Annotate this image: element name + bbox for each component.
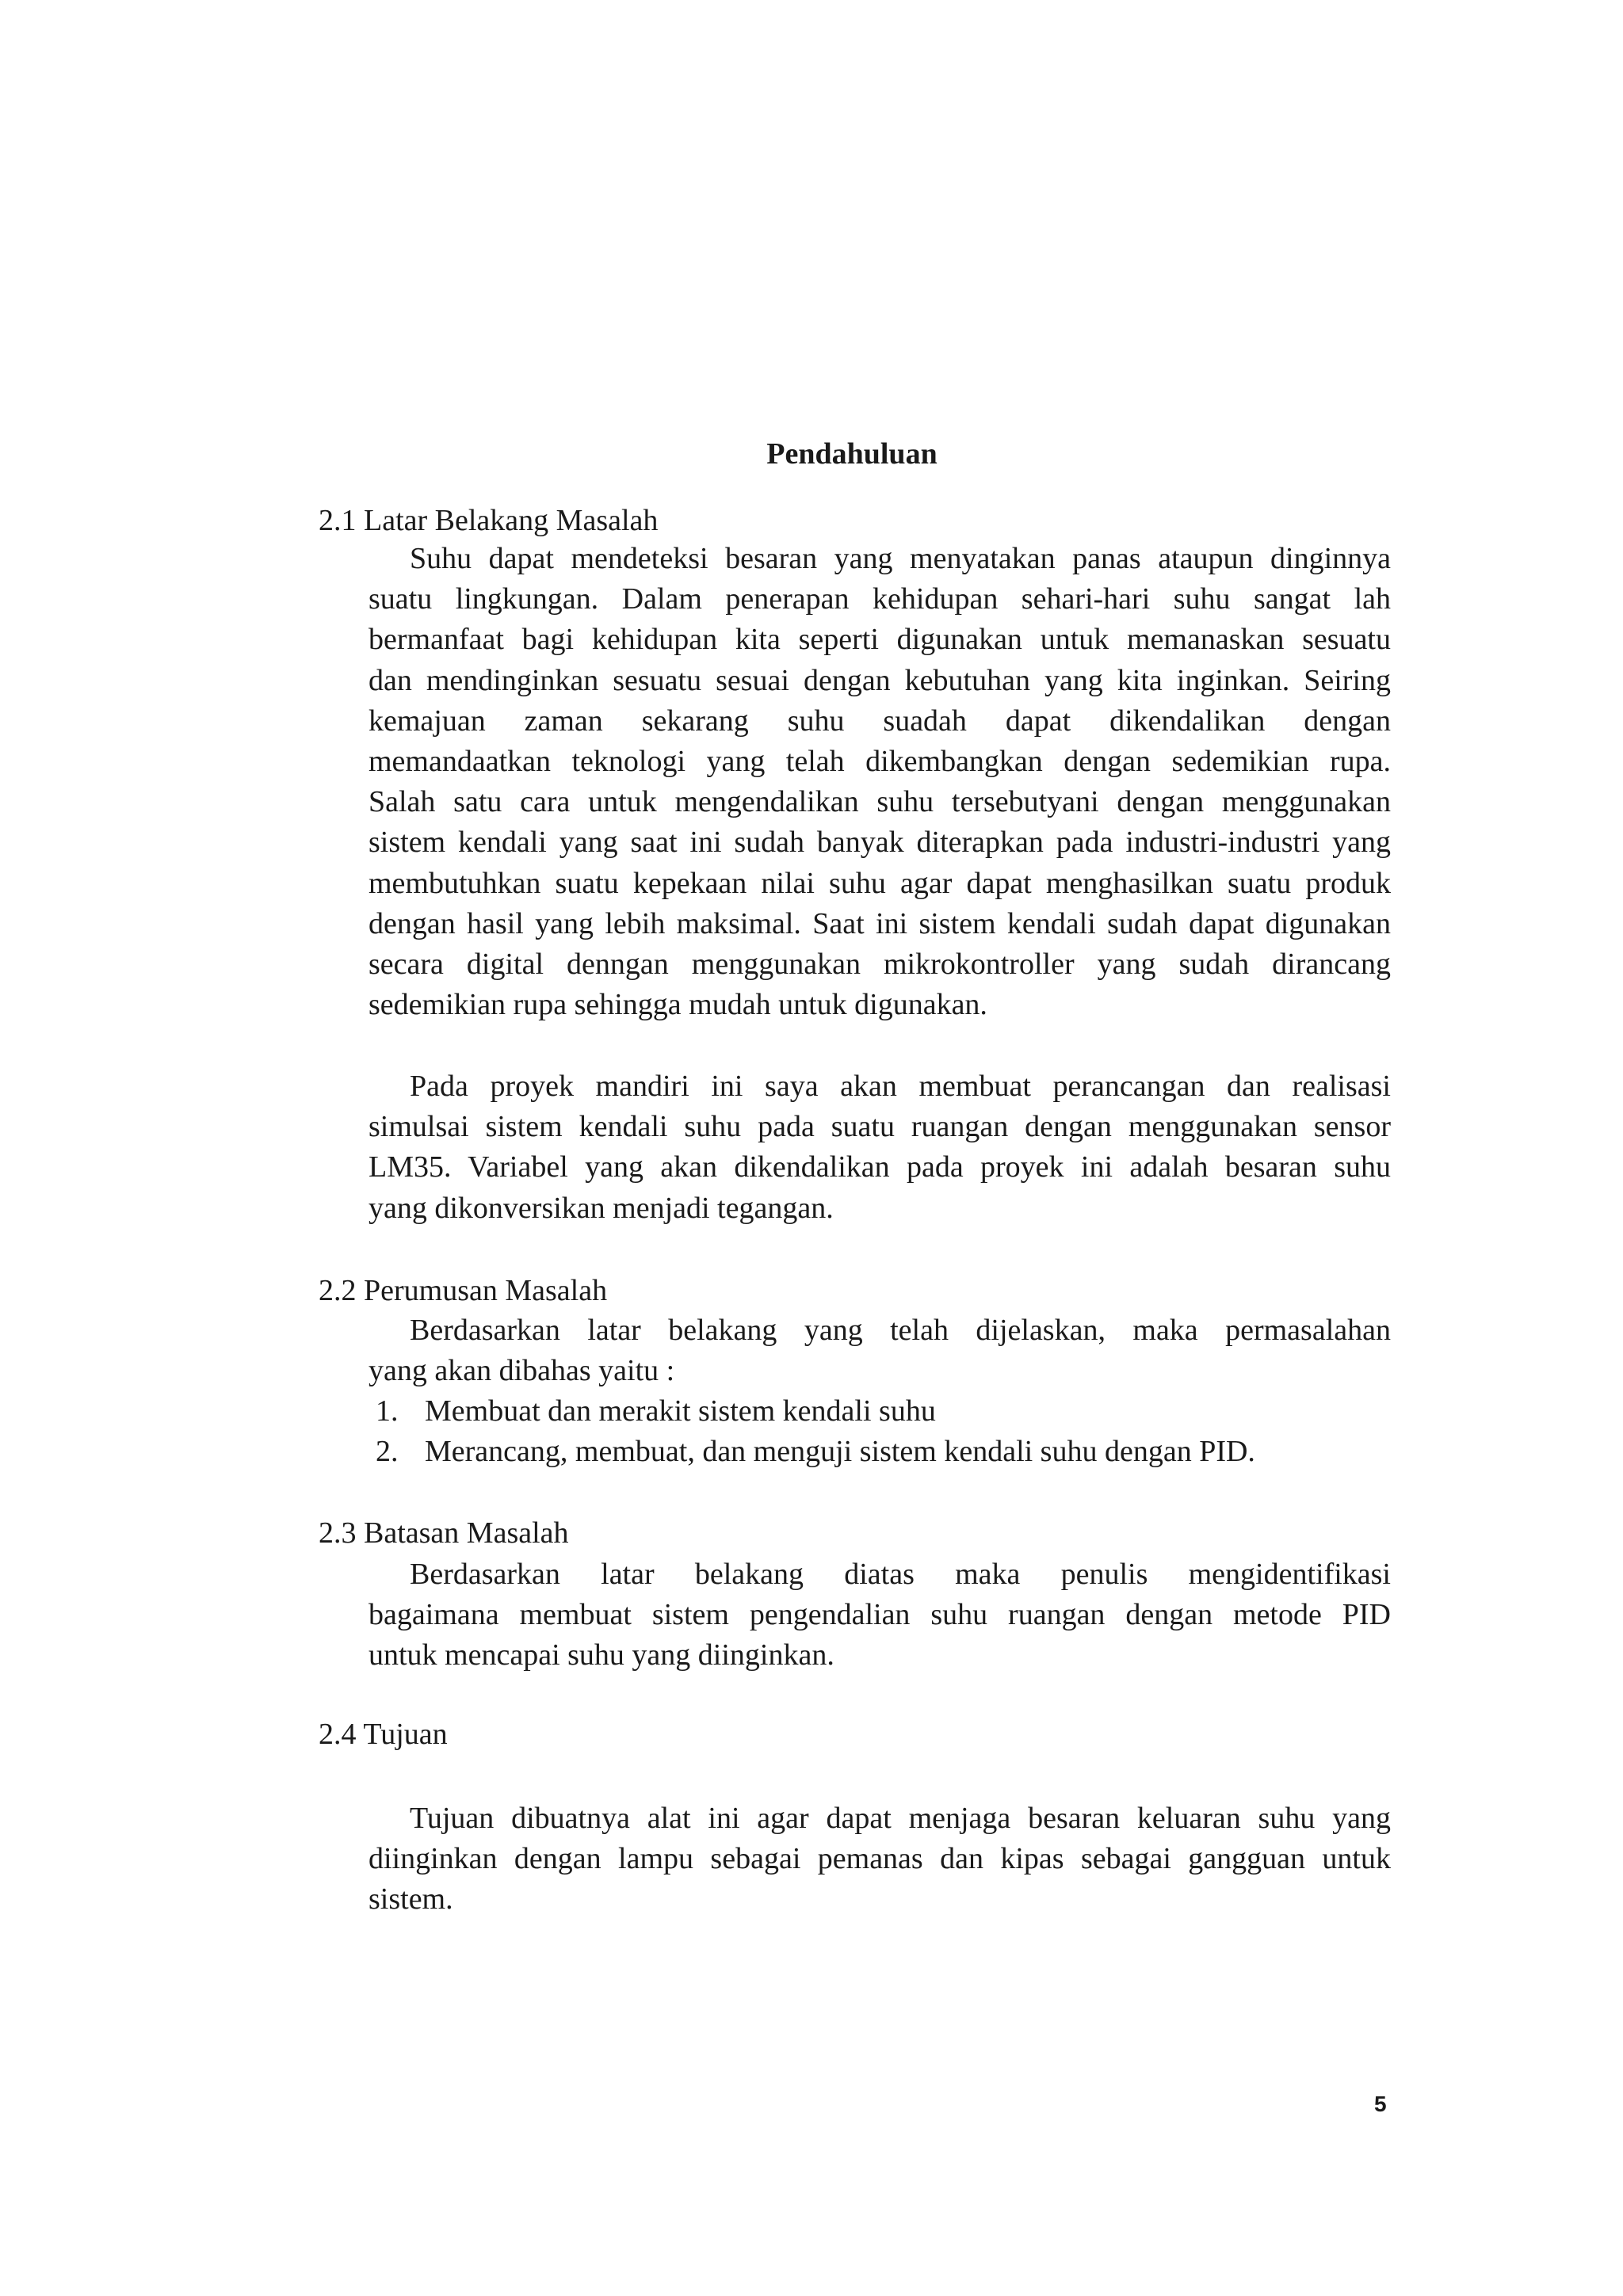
text-line: secara digital denngan menggunakan mikrokontroller yang sudah dirancang xyxy=(369,947,1391,981)
text-line: Berdasarkan latar belakang yang telah dijelaskan, maka permasalahan xyxy=(410,1314,1391,1347)
page-number: 5 xyxy=(1374,2092,1387,2116)
paragraph-latar-belakang-2 xyxy=(369,1066,1391,1229)
text-line: LM35. Variabel yang akan dikendalikan pada proyek ini adalah besaran suhu xyxy=(369,1150,1391,1184)
text-line: memandaatkan teknologi yang telah dikembangkan dengan sedemikian rupa. xyxy=(369,744,1391,778)
text-line: bagaimana membuat sistem pengendalian suhu ruangan dengan metode PID xyxy=(369,1598,1391,1632)
text-line: bermanfaat bagi kehidupan kita seperti digunakan untuk memanaskan sesuatu xyxy=(369,623,1391,657)
text-line: untuk mencapai suhu yang diinginkan. xyxy=(369,1638,834,1672)
section-heading-perumusan-masalah: 2.2 Perumusan Masalah xyxy=(319,1274,608,1307)
page-title: Pendahuluan xyxy=(766,437,938,471)
paragraph-latar-belakang-1 xyxy=(369,539,1391,1025)
list-item xyxy=(376,1391,1255,1432)
text-line: yang akan dibahas yaitu : xyxy=(369,1354,675,1388)
text-line: suatu lingkungan. Dalam penerapan kehidupan sehari-hari suhu sangat lah xyxy=(369,582,1391,616)
text-line: sedemikian rupa sehingga mudah untuk digunakan. xyxy=(369,988,987,1022)
section-heading-latar-belakang: 2.1 Latar Belakang Masalah xyxy=(319,504,659,537)
paragraph-perumusan-masalah xyxy=(369,1310,1391,1391)
paragraph-tujuan xyxy=(369,1798,1391,1920)
text-line: sistem. xyxy=(369,1882,453,1917)
numbered-list xyxy=(376,1391,1255,1472)
paragraph-batasan-masalah xyxy=(369,1554,1391,1676)
text-line: dengan hasil yang lebih maksimal. Saat ini sistem kendali sudah dapat digunakan xyxy=(369,906,1391,940)
text-line: Tujuan dibuatnya alat ini agar dapat menjaga besaran keluaran suhu yang xyxy=(410,1802,1391,1835)
text-line: kemajuan zaman sekarang suhu suadah dapat dikendalikan dengan xyxy=(369,704,1391,738)
list-item xyxy=(376,1432,1255,1472)
list-number: 1. xyxy=(376,1394,399,1428)
list-text: Merancang, membuat, dan menguji sistem kendali suhu dengan PID. xyxy=(425,1435,1255,1469)
text-line: simulsai sistem kendali suhu pada suatu ruangan dengan menggunakan sensor xyxy=(369,1110,1391,1144)
text-line: membutuhkan suatu kepekaan nilai suhu agar dapat menghasilkan suatu produk xyxy=(369,866,1391,900)
text-line: diinginkan dengan lampu sebagai pemanas dan kipas sebagai gangguan untuk xyxy=(369,1842,1391,1876)
text-line: sistem kendali yang saat ini sudah banyak diterapkan pada industri-industri yang xyxy=(369,826,1391,860)
text-line: Suhu dapat mendeteksi besaran yang menyatakan panas ataupun dinginnya xyxy=(410,542,1391,575)
section-heading-batasan-masalah: 2.3 Batasan Masalah xyxy=(319,1516,569,1550)
list-number: 2. xyxy=(376,1435,399,1469)
list-text: Membuat dan merakit sistem kendali suhu xyxy=(425,1394,936,1428)
text-line: Berdasarkan latar belakang diatas maka penulis mengidentifikasi xyxy=(410,1558,1391,1591)
text-line: yang dikonversikan menjadi tegangan. xyxy=(369,1191,834,1225)
text-line: Salah satu cara untuk mengendalikan suhu tersebutyani dengan menggunakan xyxy=(369,785,1391,819)
section-heading-tujuan: 2.4 Tujuan xyxy=(319,1718,448,1751)
text-line: dan mendinginkan sesuatu sesuai dengan kebutuhan yang kita inginkan. Seiring xyxy=(369,663,1391,697)
text-line: Pada proyek mandiri ini saya akan membuat perancangan dan realisasi xyxy=(410,1070,1391,1103)
